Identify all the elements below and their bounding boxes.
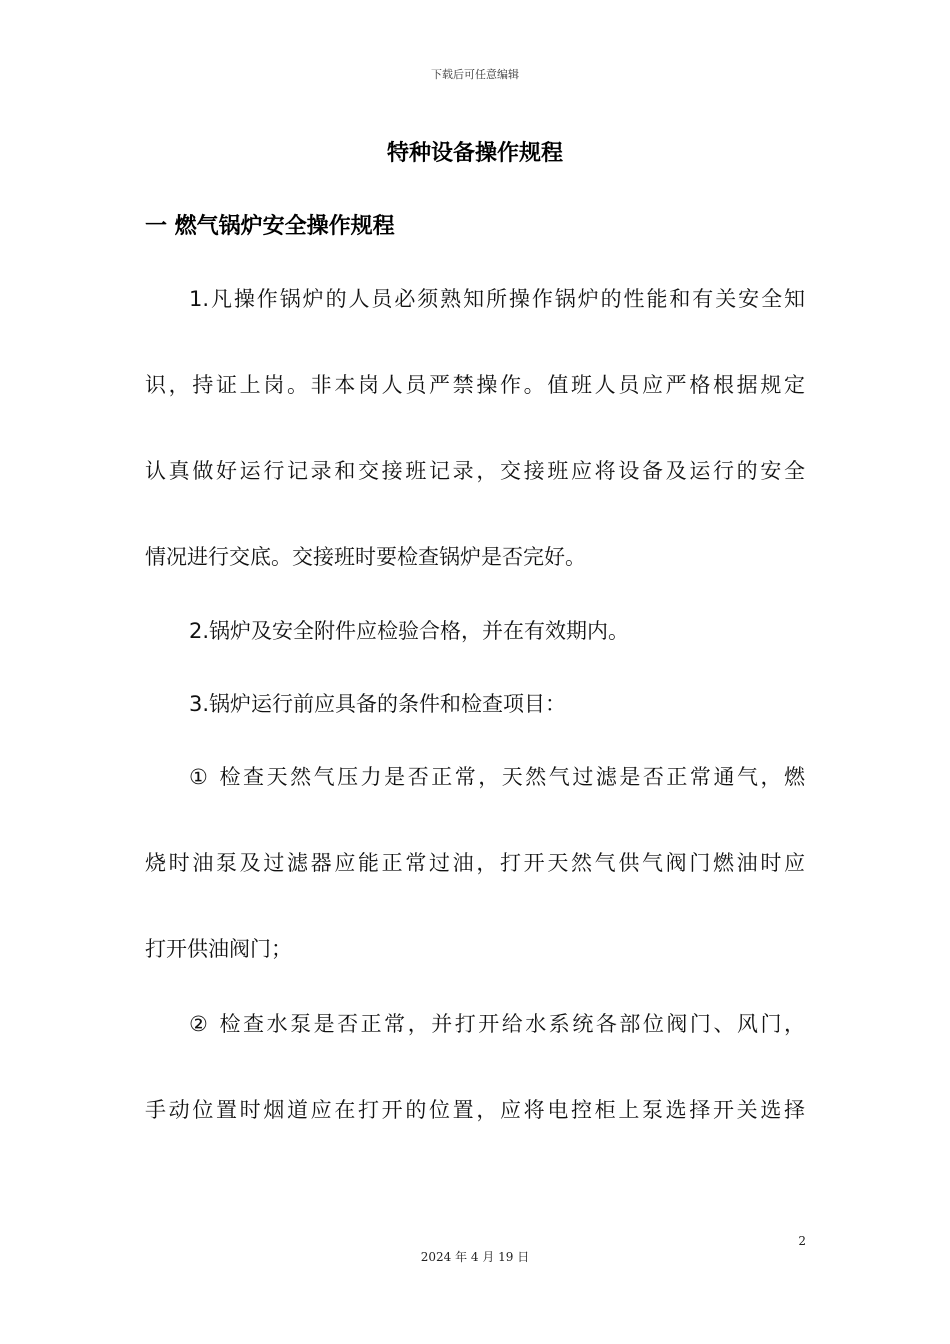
footer-date: 2024 年 4 月 19 日 — [420, 1250, 530, 1264]
paragraph-line: 认真做好运行记录和交接班记录，交接班应将设备及运行的安全 — [145, 459, 805, 483]
paragraph-line: 烧时油泵及过滤器应能正常过油，打开天然气供气阀门燃油时应 — [145, 851, 805, 875]
paragraph-line: ① 检查天然气压力是否正常，天然气过滤是否正常通气，燃 — [189, 765, 805, 789]
section-heading: 一 燃气锅炉安全操作规程 — [145, 214, 395, 239]
document-title: 特种设备操作规程 — [386, 141, 563, 166]
paragraph-line: 3.锅炉运行前应具备的条件和检查项目： — [189, 692, 567, 716]
paragraph-line: 打开供油阀门； — [145, 937, 292, 961]
paragraph-line: 识，持证上岗。非本岗人员严禁操作。值班人员应严格根据规定 — [145, 373, 805, 397]
paragraph-line: 2.锅炉及安全附件应检验合格，并在有效期内。 — [189, 619, 630, 643]
paragraph-line: 手动位置时烟道应在打开的位置，应将电控柜上泵选择开关选择 — [145, 1098, 805, 1122]
page-number: 2 — [798, 1234, 806, 1248]
header-note: 下载后可任意编辑 — [431, 68, 519, 81]
paragraph-line: 1.凡操作锅炉的人员必须熟知所操作锅炉的性能和有关安全知 — [189, 287, 805, 311]
paragraph-line: ② 检查水泵是否正常，并打开给水系统各部位阀门、风门， — [189, 1012, 805, 1036]
paragraph-line: 情况进行交底。交接班时要检查锅炉是否完好。 — [145, 545, 586, 569]
